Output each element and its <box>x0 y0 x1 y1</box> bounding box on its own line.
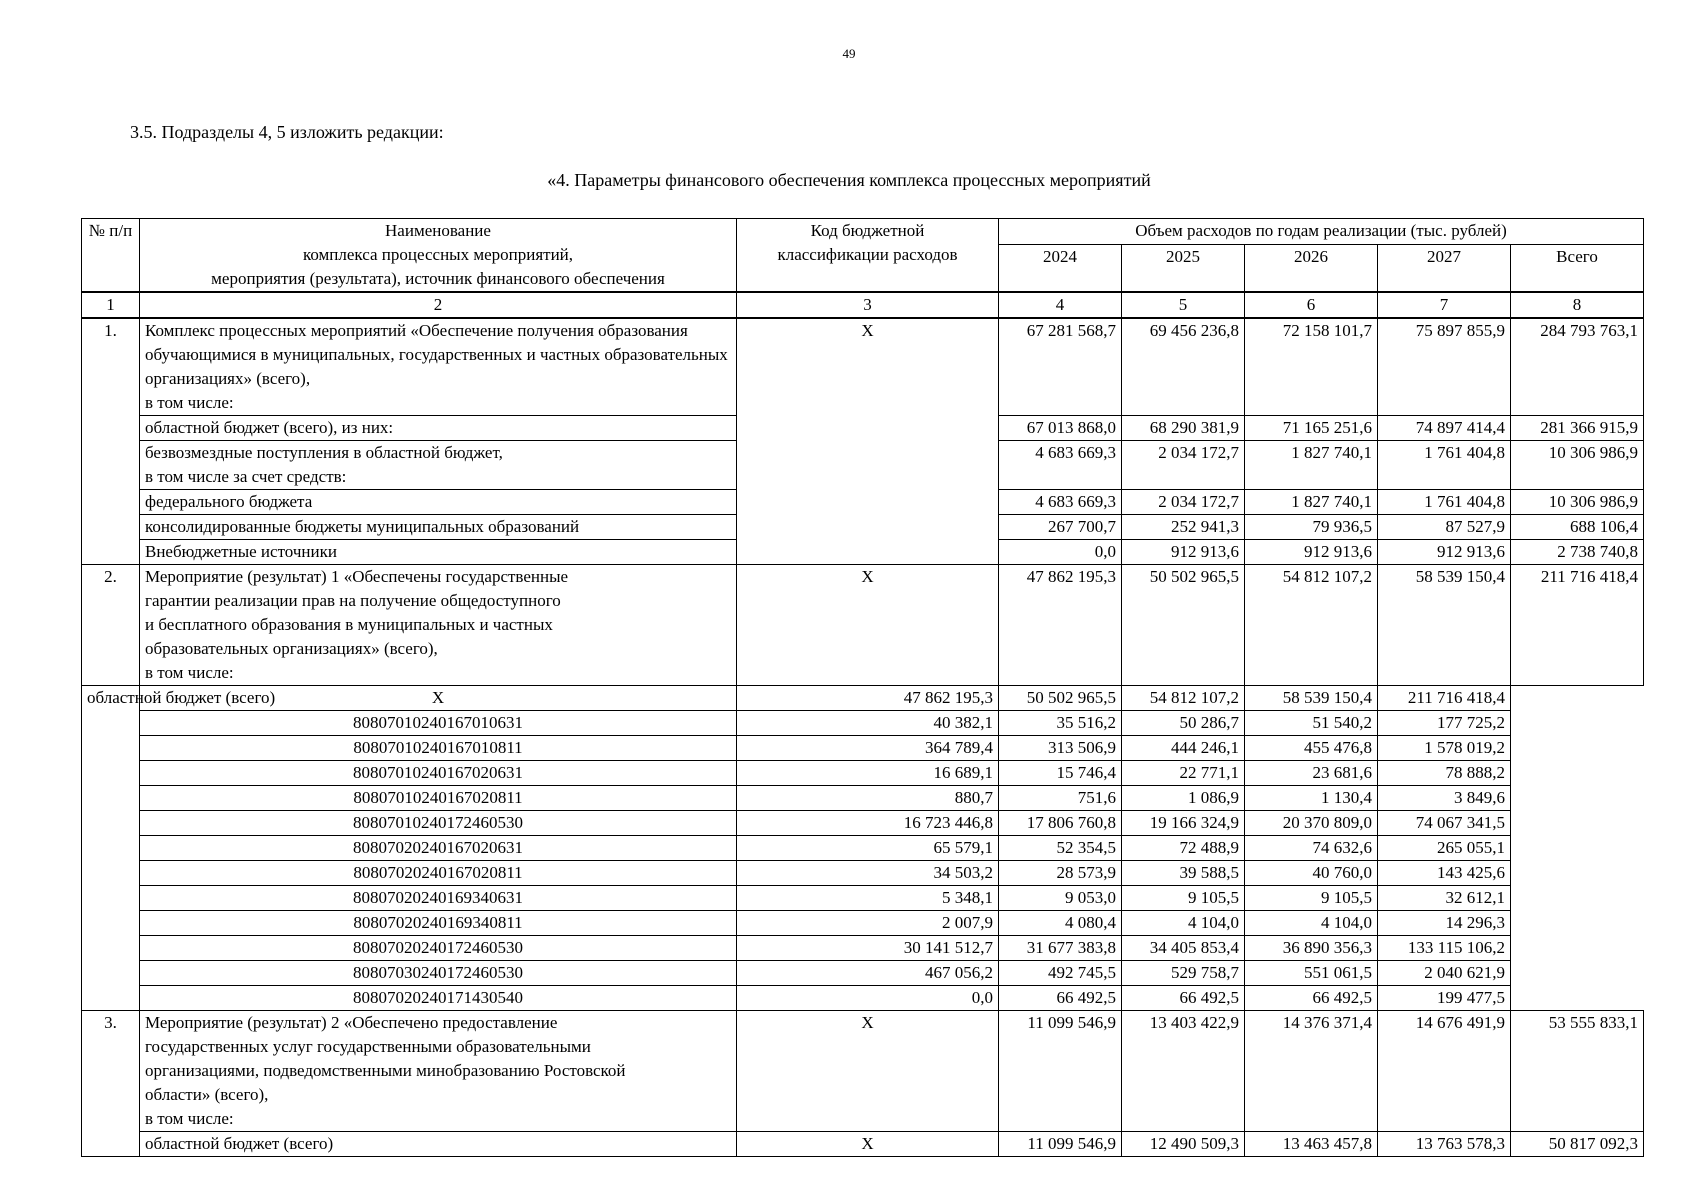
value-cell: 529 758,7 <box>1122 961 1245 986</box>
value-cell: 54 812 107,2 <box>1122 686 1245 711</box>
table-row <box>82 318 1644 416</box>
value-cell: 53 555 833,1 <box>1511 1011 1644 1132</box>
column-number: 5 <box>1122 292 1245 318</box>
budget-code: 80807020240171430540 <box>140 986 737 1011</box>
row-code: X <box>737 318 999 565</box>
budget-code: 80807010240167010811 <box>140 736 737 761</box>
value-cell: 313 506,9 <box>999 736 1122 761</box>
value-cell: 28 573,9 <box>999 861 1122 886</box>
finance-table <box>81 218 1644 1157</box>
value-cell: 444 246,1 <box>1122 736 1245 761</box>
value-cell: 66 492,5 <box>1245 986 1378 1011</box>
table-row <box>82 811 1644 836</box>
value-cell: 15 746,4 <box>999 761 1122 786</box>
value-cell: 74 897 414,4 <box>1378 416 1511 441</box>
value-cell: 1 086,9 <box>1122 786 1245 811</box>
value-cell: 0,0 <box>999 540 1122 565</box>
value-cell: 11 099 546,9 <box>999 1011 1122 1132</box>
value-cell: 4 104,0 <box>1122 911 1245 936</box>
header-code: Код бюджетной классификации расходов <box>737 219 999 293</box>
value-cell: 74 632,6 <box>1245 836 1378 861</box>
value-cell: 58 539 150,4 <box>1378 565 1511 686</box>
value-cell: 19 166 324,9 <box>1122 811 1245 836</box>
value-cell: 34 503,2 <box>737 861 999 886</box>
value-cell: 51 540,2 <box>1245 711 1378 736</box>
value-cell: 9 105,5 <box>1245 886 1378 911</box>
value-cell: 912 913,6 <box>1245 540 1378 565</box>
value-cell: 492 745,5 <box>999 961 1122 986</box>
value-cell: 133 115 106,2 <box>1378 936 1511 961</box>
value-cell: 78 888,2 <box>1378 761 1511 786</box>
value-cell: 35 516,2 <box>999 711 1122 736</box>
value-cell: 211 716 418,4 <box>1378 686 1511 711</box>
value-cell: 1 761 404,8 <box>1378 490 1511 515</box>
value-cell: 40 760,0 <box>1245 861 1378 886</box>
value-cell: 467 056,2 <box>737 961 999 986</box>
section-2-budget-rows <box>82 686 1644 1011</box>
value-cell: 2 040 621,9 <box>1378 961 1511 986</box>
value-cell: 67 013 868,0 <box>999 416 1122 441</box>
header-num: № п/п <box>82 219 140 293</box>
row-label: консолидированные бюджеты муниципальных образований <box>140 515 737 540</box>
header-year: 2025 <box>1122 245 1245 293</box>
column-number: 8 <box>1511 292 1644 318</box>
budget-code: 80807020240167020811 <box>140 861 737 886</box>
value-cell: 1 827 740,1 <box>1245 490 1378 515</box>
budget-code: 80807030240172460530 <box>140 961 737 986</box>
budget-code: 80807010240167020811 <box>140 786 737 811</box>
row-title: Мероприятие (результат) 2 «Обеспечено предоставление государственных услуг государственными образовательными организациями, подведомственными минобразованию Ростовской области» (всего), в том числе: <box>140 1011 737 1132</box>
value-cell: 284 793 763,1 <box>1511 318 1644 416</box>
budget-code: 80807020240172460530 <box>140 936 737 961</box>
value-cell: 267 700,7 <box>999 515 1122 540</box>
value-cell: 1 761 404,8 <box>1378 441 1511 490</box>
value-cell: 2 034 172,7 <box>1122 490 1245 515</box>
value-cell: 199 477,5 <box>1378 986 1511 1011</box>
value-cell: 10 306 986,9 <box>1511 490 1644 515</box>
value-cell: 5 348,1 <box>737 886 999 911</box>
value-cell: 688 106,4 <box>1511 515 1644 540</box>
value-cell: 66 492,5 <box>999 986 1122 1011</box>
row-label: областной бюджет (всего), из них: <box>140 416 737 441</box>
value-cell: 13 403 422,9 <box>1122 1011 1245 1132</box>
value-cell: 16 723 446,8 <box>737 811 999 836</box>
value-cell: 9 053,0 <box>999 886 1122 911</box>
value-cell: 47 862 195,3 <box>737 686 999 711</box>
value-cell: 252 941,3 <box>1122 515 1245 540</box>
column-number-row <box>82 292 1644 318</box>
value-cell: 87 527,9 <box>1378 515 1511 540</box>
value-cell: 2 034 172,7 <box>1122 441 1245 490</box>
value-cell: 50 286,7 <box>1122 711 1245 736</box>
budget-code: 80807020240169340811 <box>140 911 737 936</box>
value-cell: 68 290 381,9 <box>1122 416 1245 441</box>
value-cell: 14 376 371,4 <box>1245 1011 1378 1132</box>
table-row <box>82 936 1644 961</box>
table-row <box>82 1132 1644 1157</box>
row-code: X <box>737 1011 999 1132</box>
budget-code: 80807010240172460530 <box>140 811 737 836</box>
value-cell: 1 130,4 <box>1245 786 1378 811</box>
value-cell: 50 817 092,3 <box>1511 1132 1644 1157</box>
value-cell: 23 681,6 <box>1245 761 1378 786</box>
value-cell: 177 725,2 <box>1378 711 1511 736</box>
value-cell: 71 165 251,6 <box>1245 416 1378 441</box>
row-label: областной бюджет (всего) <box>82 686 140 1011</box>
value-cell: 79 936,5 <box>1245 515 1378 540</box>
value-cell: 9 105,5 <box>1122 886 1245 911</box>
table-row <box>82 1011 1644 1132</box>
value-cell: 74 067 341,5 <box>1378 811 1511 836</box>
value-cell: 4 104,0 <box>1245 911 1378 936</box>
value-cell: 40 382,1 <box>737 711 999 736</box>
row-number: 1. <box>82 318 140 565</box>
row-label: Внебюджетные источники <box>140 540 737 565</box>
value-cell: 67 281 568,7 <box>999 318 1122 416</box>
row-label: областной бюджет (всего) <box>140 1132 737 1157</box>
value-cell: 20 370 809,0 <box>1245 811 1378 836</box>
value-cell: 54 812 107,2 <box>1245 565 1378 686</box>
table-row <box>82 711 1644 736</box>
value-cell: 1 827 740,1 <box>1245 441 1378 490</box>
value-cell: 0,0 <box>737 986 999 1011</box>
value-cell: 455 476,8 <box>1245 736 1378 761</box>
value-cell: 10 306 986,9 <box>1511 441 1644 490</box>
row-number: 3. <box>82 1011 140 1157</box>
value-cell: 880,7 <box>737 786 999 811</box>
header-volume: Объем расходов по годам реализации (тыс. рублей) <box>999 219 1644 245</box>
value-cell: 58 539 150,4 <box>1245 686 1378 711</box>
value-cell: 66 492,5 <box>1122 986 1245 1011</box>
value-cell: 17 806 760,8 <box>999 811 1122 836</box>
value-cell: 211 716 418,4 <box>1511 565 1644 686</box>
value-cell: 14 296,3 <box>1378 911 1511 936</box>
table-row <box>82 761 1644 786</box>
value-cell: 265 055,1 <box>1378 836 1511 861</box>
table-row <box>82 565 1644 686</box>
header-year: 2026 <box>1245 245 1378 293</box>
value-cell: 4 683 669,3 <box>999 441 1122 490</box>
value-cell: 22 771,1 <box>1122 761 1245 786</box>
value-cell: 36 890 356,3 <box>1245 936 1378 961</box>
value-cell: 364 789,4 <box>737 736 999 761</box>
page-number: 49 <box>842 46 856 61</box>
value-cell: 4 080,4 <box>999 911 1122 936</box>
value-cell: 912 913,6 <box>1122 540 1245 565</box>
table-row <box>82 836 1644 861</box>
header-total: Всего <box>1511 245 1644 293</box>
column-number: 7 <box>1378 292 1511 318</box>
value-cell: 69 456 236,8 <box>1122 318 1245 416</box>
header-name: Наименование комплекса процессных мероприятий, мероприятия (результата), источник финансового обеспечения <box>140 219 737 293</box>
value-cell: 143 425,6 <box>1378 861 1511 886</box>
value-cell: 13 763 578,3 <box>1378 1132 1511 1157</box>
value-cell: 50 502 965,5 <box>999 686 1122 711</box>
value-cell: 65 579,1 <box>737 836 999 861</box>
table-title: «4. Параметры финансового обеспечения комплекса процессных мероприятий <box>547 170 1151 190</box>
header-year: 2027 <box>1378 245 1511 293</box>
value-cell: 2 738 740,8 <box>1511 540 1644 565</box>
value-cell: 3 849,6 <box>1378 786 1511 811</box>
value-cell: 72 158 101,7 <box>1245 318 1378 416</box>
column-number: 3 <box>737 292 999 318</box>
budget-code: 80807020240167020631 <box>140 836 737 861</box>
value-cell: 11 099 546,9 <box>999 1132 1122 1157</box>
table-row <box>82 986 1644 1011</box>
value-cell: 30 141 512,7 <box>737 936 999 961</box>
row-title: Мероприятие (результат) 1 «Обеспечены государственные гарантии реализации прав на получение общедоступного и бесплатного образования в муниципальных и частных образовательных организациях» (всего), в том числе: <box>140 565 737 686</box>
value-cell: 14 676 491,9 <box>1378 1011 1511 1132</box>
table-row <box>82 786 1644 811</box>
value-cell: 2 007,9 <box>737 911 999 936</box>
budget-code: 80807010240167020631 <box>140 761 737 786</box>
value-cell: 281 366 915,9 <box>1511 416 1644 441</box>
budget-code: 80807010240167010631 <box>140 711 737 736</box>
row-title: Комплекс процессных мероприятий «Обеспечение получения образования обучающимися в муниципальных, государственных и частных образовательных организациях» (всего), в том числе: <box>140 318 737 416</box>
value-cell: 912 913,6 <box>1378 540 1511 565</box>
value-cell: 47 862 195,3 <box>999 565 1122 686</box>
value-cell: 1 578 019,2 <box>1378 736 1511 761</box>
intro-text: 3.5. Подразделы 4, 5 изложить редакции: <box>130 122 444 142</box>
column-number: 2 <box>140 292 737 318</box>
value-cell: 52 354,5 <box>999 836 1122 861</box>
header-year: 2024 <box>999 245 1122 293</box>
value-cell: 72 488,9 <box>1122 836 1245 861</box>
row-label: безвозмездные поступления в областной бюджет, в том числе за счет средств: <box>140 441 737 490</box>
value-cell: 4 683 669,3 <box>999 490 1122 515</box>
column-number: 1 <box>82 292 140 318</box>
value-cell: 31 677 383,8 <box>999 936 1122 961</box>
value-cell: 16 689,1 <box>737 761 999 786</box>
value-cell: 75 897 855,9 <box>1378 318 1511 416</box>
table-row <box>82 886 1644 911</box>
value-cell: 32 612,1 <box>1378 886 1511 911</box>
table-header-row <box>82 219 1644 245</box>
table-row <box>82 861 1644 886</box>
budget-code: 80807020240169340631 <box>140 886 737 911</box>
value-cell: 39 588,5 <box>1122 861 1245 886</box>
value-cell: 13 463 457,8 <box>1245 1132 1378 1157</box>
table-row <box>82 911 1644 936</box>
table-row <box>82 736 1644 761</box>
table-row <box>82 686 1644 711</box>
column-number: 6 <box>1245 292 1378 318</box>
budget-code: X <box>140 686 737 711</box>
value-cell: 34 405 853,4 <box>1122 936 1245 961</box>
value-cell: 12 490 509,3 <box>1122 1132 1245 1157</box>
column-number: 4 <box>999 292 1122 318</box>
value-cell: 551 061,5 <box>1245 961 1378 986</box>
row-code: X <box>737 1132 999 1157</box>
row-code: X <box>737 565 999 686</box>
value-cell: 50 502 965,5 <box>1122 565 1245 686</box>
row-number: 2. <box>82 565 140 686</box>
table-row <box>82 961 1644 986</box>
value-cell: 751,6 <box>999 786 1122 811</box>
row-label: федерального бюджета <box>140 490 737 515</box>
